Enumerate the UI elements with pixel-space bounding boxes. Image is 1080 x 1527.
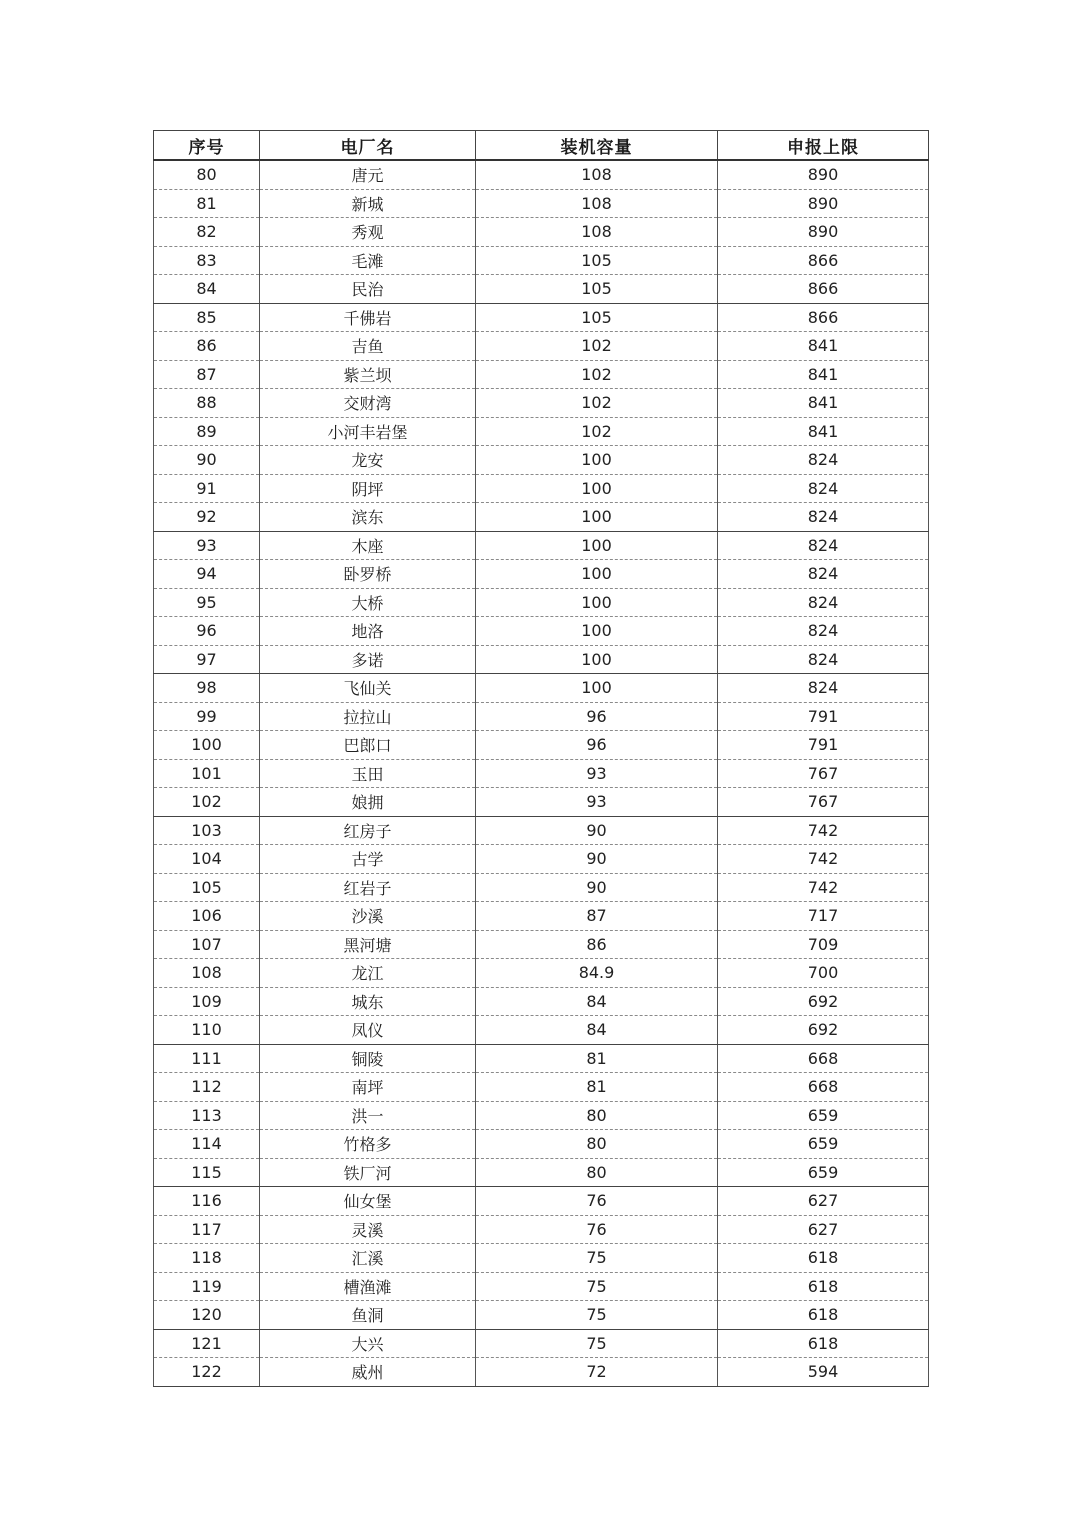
cell-serial-number: 100 <box>154 731 260 760</box>
header-declared-limit: 申报上限 <box>718 131 929 161</box>
cell-plant-name: 铁厂河 <box>260 1158 476 1187</box>
cell-declared-limit: 618 <box>718 1244 929 1273</box>
cell-installed-capacity: 87 <box>476 902 718 931</box>
cell-declared-limit: 659 <box>718 1130 929 1159</box>
cell-serial-number: 113 <box>154 1101 260 1130</box>
cell-declared-limit: 824 <box>718 446 929 475</box>
cell-plant-name: 飞仙关 <box>260 674 476 703</box>
cell-serial-number: 116 <box>154 1187 260 1216</box>
cell-plant-name: 千佛岩 <box>260 303 476 332</box>
table-row <box>154 1215 929 1244</box>
cell-declared-limit: 668 <box>718 1044 929 1073</box>
cell-serial-number: 89 <box>154 417 260 446</box>
table-row <box>154 303 929 332</box>
cell-installed-capacity: 105 <box>476 275 718 304</box>
cell-plant-name: 城东 <box>260 987 476 1016</box>
table-row <box>154 788 929 817</box>
cell-serial-number: 88 <box>154 389 260 418</box>
cell-declared-limit: 717 <box>718 902 929 931</box>
cell-installed-capacity: 75 <box>476 1272 718 1301</box>
table-row <box>154 1130 929 1159</box>
table-row <box>154 1187 929 1216</box>
table-row <box>154 674 929 703</box>
table-row <box>154 332 929 361</box>
cell-installed-capacity: 100 <box>476 645 718 674</box>
power-plant-table <box>153 130 929 1387</box>
cell-installed-capacity: 72 <box>476 1358 718 1387</box>
cell-installed-capacity: 108 <box>476 189 718 218</box>
cell-serial-number: 93 <box>154 531 260 560</box>
cell-plant-name: 红房子 <box>260 816 476 845</box>
cell-installed-capacity: 96 <box>476 702 718 731</box>
cell-serial-number: 114 <box>154 1130 260 1159</box>
cell-declared-limit: 890 <box>718 160 929 189</box>
cell-plant-name: 龙江 <box>260 959 476 988</box>
cell-declared-limit: 841 <box>718 360 929 389</box>
cell-installed-capacity: 105 <box>476 246 718 275</box>
cell-serial-number: 99 <box>154 702 260 731</box>
table-row <box>154 560 929 589</box>
table-row <box>154 816 929 845</box>
table-row <box>154 845 929 874</box>
table-row <box>154 1016 929 1045</box>
cell-installed-capacity: 80 <box>476 1101 718 1130</box>
table-row <box>154 160 929 189</box>
table-row <box>154 1272 929 1301</box>
cell-declared-limit: 841 <box>718 332 929 361</box>
cell-serial-number: 121 <box>154 1329 260 1358</box>
cell-serial-number: 90 <box>154 446 260 475</box>
table-row <box>154 987 929 1016</box>
cell-declared-limit: 890 <box>718 189 929 218</box>
cell-declared-limit: 618 <box>718 1272 929 1301</box>
cell-installed-capacity: 100 <box>476 474 718 503</box>
cell-serial-number: 110 <box>154 1016 260 1045</box>
cell-plant-name: 新城 <box>260 189 476 218</box>
cell-serial-number: 104 <box>154 845 260 874</box>
cell-declared-limit: 692 <box>718 987 929 1016</box>
cell-serial-number: 96 <box>154 617 260 646</box>
cell-serial-number: 83 <box>154 246 260 275</box>
table-row <box>154 389 929 418</box>
table-row <box>154 417 929 446</box>
cell-serial-number: 82 <box>154 218 260 247</box>
cell-declared-limit: 824 <box>718 588 929 617</box>
table-row <box>154 1044 929 1073</box>
cell-installed-capacity: 100 <box>476 588 718 617</box>
cell-serial-number: 120 <box>154 1301 260 1330</box>
cell-serial-number: 117 <box>154 1215 260 1244</box>
cell-plant-name: 拉拉山 <box>260 702 476 731</box>
cell-installed-capacity: 90 <box>476 873 718 902</box>
cell-declared-limit: 668 <box>718 1073 929 1102</box>
cell-serial-number: 103 <box>154 816 260 845</box>
table-row <box>154 360 929 389</box>
cell-installed-capacity: 81 <box>476 1044 718 1073</box>
table-row <box>154 275 929 304</box>
cell-plant-name: 古学 <box>260 845 476 874</box>
header-installed-capacity: 装机容量 <box>476 131 718 161</box>
header-serial-number: 序号 <box>154 131 260 161</box>
table-row <box>154 531 929 560</box>
table-row <box>154 645 929 674</box>
cell-installed-capacity: 100 <box>476 674 718 703</box>
cell-declared-limit: 700 <box>718 959 929 988</box>
table-row <box>154 902 929 931</box>
cell-plant-name: 黑河塘 <box>260 930 476 959</box>
table-row <box>154 1158 929 1187</box>
header-plant-name: 电厂名 <box>260 131 476 161</box>
cell-declared-limit: 618 <box>718 1301 929 1330</box>
cell-installed-capacity: 75 <box>476 1301 718 1330</box>
table-row <box>154 1358 929 1387</box>
cell-declared-limit: 866 <box>718 246 929 275</box>
cell-installed-capacity: 76 <box>476 1215 718 1244</box>
table-row <box>154 246 929 275</box>
cell-installed-capacity: 108 <box>476 218 718 247</box>
cell-plant-name: 灵溪 <box>260 1215 476 1244</box>
cell-declared-limit: 866 <box>718 303 929 332</box>
cell-serial-number: 102 <box>154 788 260 817</box>
cell-installed-capacity: 100 <box>476 617 718 646</box>
cell-declared-limit: 824 <box>718 503 929 532</box>
cell-plant-name: 吉鱼 <box>260 332 476 361</box>
table-row <box>154 446 929 475</box>
table-row <box>154 959 929 988</box>
cell-installed-capacity: 102 <box>476 332 718 361</box>
cell-serial-number: 118 <box>154 1244 260 1273</box>
cell-plant-name: 秀观 <box>260 218 476 247</box>
cell-declared-limit: 824 <box>718 617 929 646</box>
table-row <box>154 503 929 532</box>
cell-serial-number: 98 <box>154 674 260 703</box>
cell-serial-number: 85 <box>154 303 260 332</box>
cell-plant-name: 龙安 <box>260 446 476 475</box>
cell-serial-number: 80 <box>154 160 260 189</box>
cell-plant-name: 竹格多 <box>260 1130 476 1159</box>
cell-serial-number: 97 <box>154 645 260 674</box>
cell-plant-name: 玉田 <box>260 759 476 788</box>
cell-installed-capacity: 93 <box>476 788 718 817</box>
cell-declared-limit: 627 <box>718 1215 929 1244</box>
cell-declared-limit: 824 <box>718 674 929 703</box>
table-header <box>154 131 929 161</box>
table-row <box>154 873 929 902</box>
cell-installed-capacity: 90 <box>476 816 718 845</box>
cell-declared-limit: 692 <box>718 1016 929 1045</box>
cell-plant-name: 滨东 <box>260 503 476 532</box>
cell-plant-name: 毛滩 <box>260 246 476 275</box>
table-row <box>154 930 929 959</box>
cell-plant-name: 鱼洞 <box>260 1301 476 1330</box>
cell-installed-capacity: 102 <box>476 360 718 389</box>
cell-installed-capacity: 100 <box>476 531 718 560</box>
cell-declared-limit: 824 <box>718 531 929 560</box>
cell-serial-number: 112 <box>154 1073 260 1102</box>
cell-declared-limit: 866 <box>718 275 929 304</box>
cell-plant-name: 铜陵 <box>260 1044 476 1073</box>
cell-plant-name: 汇溪 <box>260 1244 476 1273</box>
cell-plant-name: 槽渔滩 <box>260 1272 476 1301</box>
cell-serial-number: 92 <box>154 503 260 532</box>
cell-serial-number: 107 <box>154 930 260 959</box>
cell-installed-capacity: 84.9 <box>476 959 718 988</box>
cell-declared-limit: 890 <box>718 218 929 247</box>
cell-plant-name: 沙溪 <box>260 902 476 931</box>
cell-installed-capacity: 86 <box>476 930 718 959</box>
cell-installed-capacity: 108 <box>476 160 718 189</box>
table-row <box>154 1301 929 1330</box>
cell-serial-number: 109 <box>154 987 260 1016</box>
cell-installed-capacity: 75 <box>476 1244 718 1273</box>
cell-serial-number: 87 <box>154 360 260 389</box>
table-row <box>154 731 929 760</box>
cell-plant-name: 娘拥 <box>260 788 476 817</box>
cell-plant-name: 多诺 <box>260 645 476 674</box>
cell-declared-limit: 618 <box>718 1329 929 1358</box>
cell-serial-number: 115 <box>154 1158 260 1187</box>
cell-installed-capacity: 100 <box>476 503 718 532</box>
table-row <box>154 588 929 617</box>
cell-plant-name: 卧罗桥 <box>260 560 476 589</box>
cell-installed-capacity: 100 <box>476 446 718 475</box>
table-body <box>154 160 929 1386</box>
cell-declared-limit: 742 <box>718 845 929 874</box>
cell-serial-number: 95 <box>154 588 260 617</box>
cell-plant-name: 凤仪 <box>260 1016 476 1045</box>
table-row <box>154 1073 929 1102</box>
header-row <box>154 131 929 161</box>
cell-serial-number: 91 <box>154 474 260 503</box>
cell-declared-limit: 742 <box>718 816 929 845</box>
cell-installed-capacity: 76 <box>476 1187 718 1216</box>
cell-declared-limit: 824 <box>718 645 929 674</box>
cell-plant-name: 南坪 <box>260 1073 476 1102</box>
table-row <box>154 218 929 247</box>
cell-installed-capacity: 80 <box>476 1130 718 1159</box>
cell-installed-capacity: 84 <box>476 1016 718 1045</box>
cell-plant-name: 紫兰坝 <box>260 360 476 389</box>
cell-installed-capacity: 100 <box>476 560 718 589</box>
cell-serial-number: 81 <box>154 189 260 218</box>
table-row <box>154 1101 929 1130</box>
cell-declared-limit: 791 <box>718 731 929 760</box>
cell-declared-limit: 767 <box>718 788 929 817</box>
table-row <box>154 1244 929 1273</box>
cell-installed-capacity: 102 <box>476 389 718 418</box>
cell-plant-name: 木座 <box>260 531 476 560</box>
cell-plant-name: 巴郎口 <box>260 731 476 760</box>
cell-plant-name: 阴坪 <box>260 474 476 503</box>
cell-declared-limit: 659 <box>718 1101 929 1130</box>
cell-serial-number: 119 <box>154 1272 260 1301</box>
cell-installed-capacity: 105 <box>476 303 718 332</box>
table-row <box>154 617 929 646</box>
cell-declared-limit: 824 <box>718 560 929 589</box>
table-row <box>154 1329 929 1358</box>
cell-plant-name: 地洛 <box>260 617 476 646</box>
cell-serial-number: 108 <box>154 959 260 988</box>
cell-plant-name: 洪一 <box>260 1101 476 1130</box>
cell-plant-name: 威州 <box>260 1358 476 1387</box>
cell-serial-number: 84 <box>154 275 260 304</box>
cell-installed-capacity: 81 <box>476 1073 718 1102</box>
cell-plant-name: 民治 <box>260 275 476 304</box>
cell-serial-number: 105 <box>154 873 260 902</box>
cell-installed-capacity: 96 <box>476 731 718 760</box>
cell-plant-name: 红岩子 <box>260 873 476 902</box>
cell-serial-number: 101 <box>154 759 260 788</box>
cell-serial-number: 106 <box>154 902 260 931</box>
cell-declared-limit: 791 <box>718 702 929 731</box>
cell-declared-limit: 742 <box>718 873 929 902</box>
cell-serial-number: 94 <box>154 560 260 589</box>
cell-serial-number: 122 <box>154 1358 260 1387</box>
cell-plant-name: 大桥 <box>260 588 476 617</box>
cell-declared-limit: 767 <box>718 759 929 788</box>
cell-declared-limit: 841 <box>718 389 929 418</box>
cell-serial-number: 86 <box>154 332 260 361</box>
cell-installed-capacity: 102 <box>476 417 718 446</box>
cell-plant-name: 仙女堡 <box>260 1187 476 1216</box>
cell-declared-limit: 841 <box>718 417 929 446</box>
cell-declared-limit: 709 <box>718 930 929 959</box>
cell-plant-name: 小河丰岩堡 <box>260 417 476 446</box>
cell-declared-limit: 659 <box>718 1158 929 1187</box>
table-row <box>154 702 929 731</box>
table-row <box>154 759 929 788</box>
cell-installed-capacity: 75 <box>476 1329 718 1358</box>
table-row <box>154 189 929 218</box>
cell-declared-limit: 824 <box>718 474 929 503</box>
cell-installed-capacity: 84 <box>476 987 718 1016</box>
cell-declared-limit: 627 <box>718 1187 929 1216</box>
cell-plant-name: 唐元 <box>260 160 476 189</box>
cell-plant-name: 大兴 <box>260 1329 476 1358</box>
table-row <box>154 474 929 503</box>
cell-installed-capacity: 80 <box>476 1158 718 1187</box>
cell-installed-capacity: 90 <box>476 845 718 874</box>
cell-serial-number: 111 <box>154 1044 260 1073</box>
cell-declared-limit: 594 <box>718 1358 929 1387</box>
cell-plant-name: 交财湾 <box>260 389 476 418</box>
cell-installed-capacity: 93 <box>476 759 718 788</box>
